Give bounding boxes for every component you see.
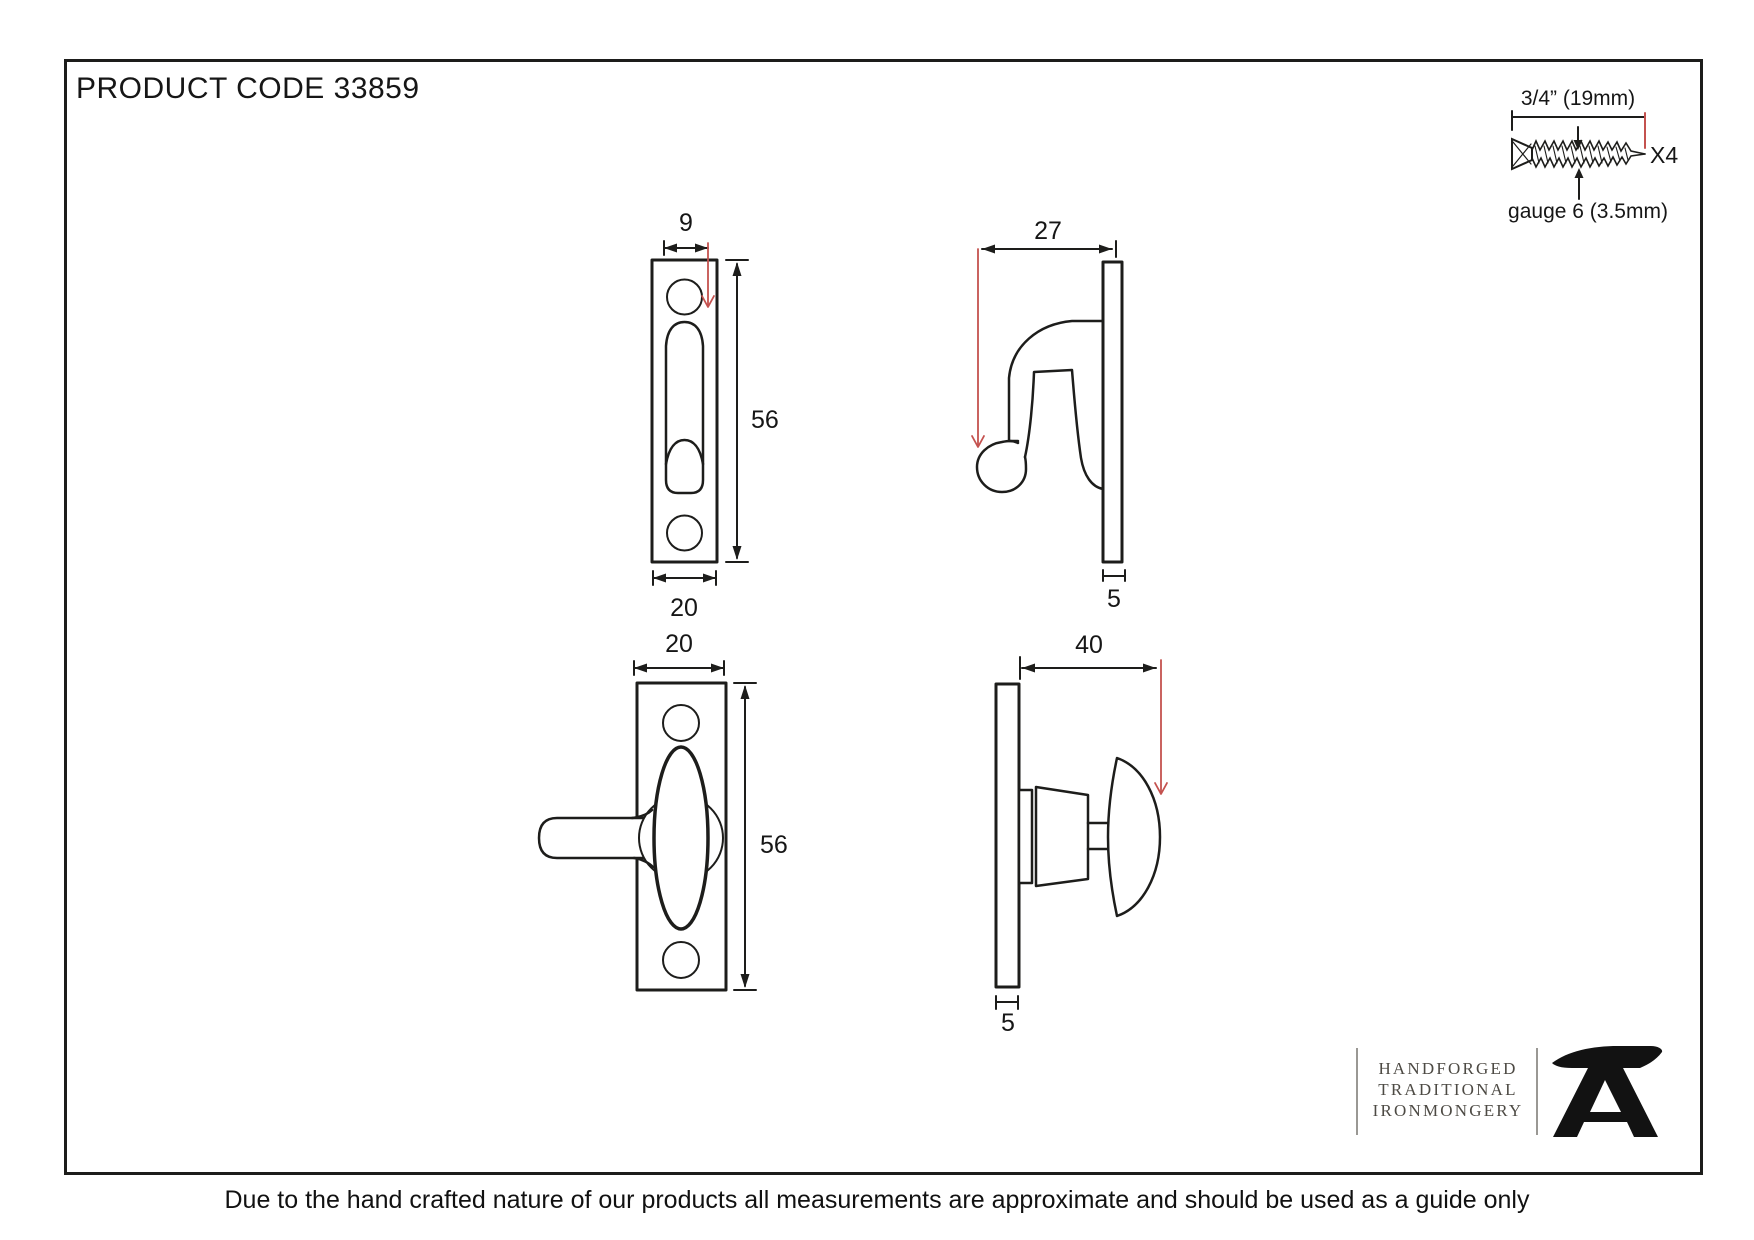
arrow-down — [733, 546, 742, 560]
arrow-right — [695, 244, 708, 253]
brand-wordmark — [1368, 1058, 1528, 1121]
arrow-up — [733, 262, 742, 276]
brand-line-2: TRADITIONAL — [1378, 1080, 1518, 1099]
arrow-down — [741, 974, 750, 988]
brand-line-3: IRONMONGERY — [1372, 1101, 1524, 1120]
knob-dome — [1108, 758, 1160, 916]
drawing-fastener-side — [996, 631, 1167, 1037]
arrow-right — [711, 664, 724, 673]
arrow-left — [634, 664, 647, 673]
oval-knob — [654, 747, 708, 929]
hook-ball-end — [977, 441, 1026, 492]
dim-label-width: 20 — [670, 594, 698, 622]
drawing-keep-front — [652, 209, 779, 622]
arrow-up — [741, 685, 750, 699]
arrow-right — [703, 574, 716, 583]
knob-base — [1036, 787, 1088, 886]
arrow-left — [982, 245, 995, 254]
hook-nib-profile — [1025, 370, 1103, 489]
brand-line-1: HANDFORGED — [1378, 1059, 1518, 1078]
anvil-icon-legs — [1553, 1066, 1658, 1137]
disclaimer-text: Due to the hand crafted nature of our products all measurements are approximate and should be used as a guide only — [224, 1186, 1530, 1214]
dim-label-depth: 27 — [1034, 217, 1062, 245]
screw-spec-drawing — [1508, 87, 1678, 223]
arrow-right — [1099, 245, 1112, 254]
dim-label-width: 20 — [665, 630, 693, 658]
dim-label-thickness: 5 — [1001, 1009, 1015, 1037]
arrow-left — [1022, 664, 1035, 673]
dim-label-height: 56 — [751, 406, 779, 434]
arrow-right — [1143, 664, 1156, 673]
side-plate-outline — [1103, 262, 1122, 562]
drawing-fastener-front — [539, 630, 788, 990]
side-plate-outline — [996, 684, 1019, 987]
arrow-left — [664, 244, 677, 253]
drawing-keep-side — [972, 217, 1125, 613]
dim-label-height: 56 — [760, 831, 788, 859]
screw-length-label: 3/4” (19mm) — [1520, 87, 1636, 110]
dim-label-thickness: 5 — [1107, 585, 1121, 613]
hook-outer-profile — [1009, 321, 1103, 441]
gauge-arrow-up-head — [1575, 168, 1584, 178]
screw-gauge-label: gauge 6 (3.5mm) — [1508, 200, 1668, 223]
anvil-icon-top — [1552, 1046, 1662, 1068]
dim-label-projection: 40 — [1075, 631, 1103, 659]
screw-thread-top — [1532, 141, 1645, 154]
screw-quantity-label: X4 — [1650, 142, 1679, 168]
dim-label-slot-width: 9 — [679, 209, 693, 237]
knob-washer — [1019, 790, 1032, 883]
product-code: PRODUCT CODE 33859 — [76, 72, 420, 105]
arrow-left — [653, 574, 666, 583]
